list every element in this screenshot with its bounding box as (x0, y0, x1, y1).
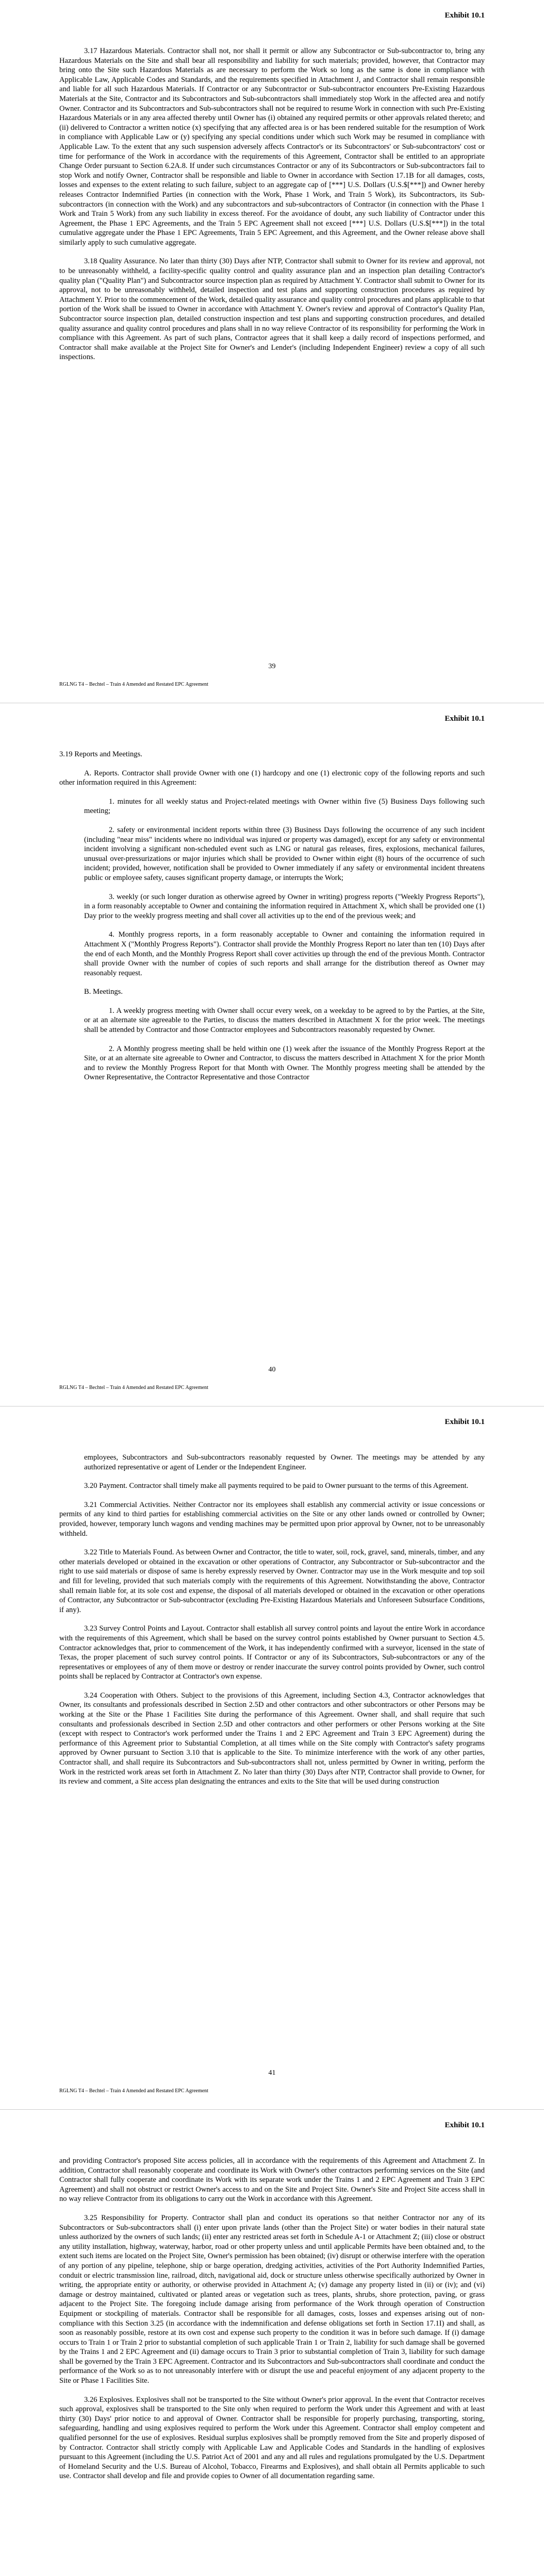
section-3-24-continued: and providing Contractor's proposed Site access policies, all in accordance with the requirements of this Agreement and Attachment Z. In addition, Contractor shall reasonably cooperate and coordinate its Work with Owner's other contractors performing services on the Site (and Contractor shall fully cooperate and coordinate its Work with its separate work under the Trains 1 and 2 EPC Agreement and Train 3 EPC Agreement) and shall not obstruct or restrict Owner's access to and on the Site and Project Site. Owner's Site and Project Site access shall in no way relieve Contractor from its obligations to carry out the Work in accordance with this Agreement. (59, 2157, 485, 2204)
page-40 (0, 703, 544, 1406)
meeting-item-1: 1. A weekly progress meeting with Owner shall occur every week, on a weekday to be agreed to by the Parties, at the Site, or at an alternate site agreeable to the Parties, to discuss the matters described in Attachment X for the prior week. The meetings shall be attended by Contractor and those Contractor employees and Subcontractors reasonably requested by Owner. (84, 1006, 485, 1035)
section-3-25-responsibility-for-property: 3.25 Responsibility for Property. Contractor shall plan and conduct its operations so that neither Contractor nor any of its Subcontractors or Sub-subcontractors shall (i) enter upon private lands (other than the Project Site) or water bodies in their natural state unless authorized by the owners of such lands; (ii) enter any restricted areas set forth in Schedule A-1 or Attachment Z; (iii) close or obstruct any utility installation, highway, waterway, harbor, road or other property unless and until applicable Permits have been obtained and, to the extent such items are located on the Project Site, Owner's permission has been obtained; (iv) disrupt or otherwise interfere with the operation of any portion of any pipeline, telephone, ship or barge operation, dredging activities, activities of the Port Authority Indemnified Parties, conduit or electric transmission line, railroad, ditch, navigational aid, dock or structure unless otherwise specifically authorized by Owner in writing, the appropriate entity or authority, or otherwise provided in Attachment A; (v) damage any property listed in (ii) or (iv); and (vi) damage or destroy maintained, cultivated or planted areas or vegetation such as trees, plants, shrubs, shore protection, paving, or grass adjacent to the Project Site. The foregoing include damage arising from performance of the Work through operation of Construction Equipment or stockpiling of materials. Contractor shall be responsible for all damages, costs, losses and expenses arising out of non-compliance with this Section 3.25 (in accordance with the indemnification and defense obligations set forth in Section 17.1I) and shall, as soon as reasonably possible, restore at its own cost and expense such property to the condition it was in before such damage. If (i) damage occurs to Train 1 or Train 2 prior to substantial completion of such applicable Train 1 or Train 2, liability for such damage shall be governed by the Trains 1 and 2 EPC Agreement and (ii) damage occurs to Train 3 prior to substantial completion of Train 3, liability for such damage shall be governed by the Train 3 EPC Agreement. Contractor and its Subcontractors and Sub-subcontractors shall coordinate and conduct the performance of the Work so as to not unreasonably interfere with or disrupt the use and peaceful enjoyment of any adjacent property to the Site or Phase 1 Facilities Site. (59, 2213, 485, 2385)
page-footer: RGLNG T4 – Bechtel – Train 4 Amended and Restated EPC Agreement (59, 1385, 208, 1391)
page-body (59, 750, 485, 1082)
page-number: 40 (268, 1366, 276, 1374)
exhibit-label: Exhibit 10.1 (444, 2121, 485, 2129)
section-3-20-payment: 3.20 Payment. Contractor shall timely make all payments required to be paid to Owner pursuant to the terms of this Agreement. (84, 1482, 469, 1490)
page-body (59, 46, 485, 362)
page-footer: RGLNG T4 – Bechtel – Train 4 Amended and Restated EPC Agreement (59, 2088, 208, 2094)
report-item-4: 4. Monthly progress reports, in a form reasonably acceptable to Owner and containing the information required in Attachment X ("Monthly Progress Reports"). Contractor shall provide the Monthly Progress Report no later than ten (10) Days after the end of each Month, and the Monthly Progress Report shall cover activities up through the end of the previous Month. Contractor shall provide Owner with the number of copies of such reports and shall arrange for the distribution thereof as Owner may reasonably request. (84, 930, 485, 977)
report-item-1: 1. minutes for all weekly status and Project-related meetings with Owner within five (5) Business Days following such meeting; (84, 797, 485, 816)
section-3-17-hazardous-materials: 3.17 Hazardous Materials. Contractor shall not, nor shall it permit or allow any Subcontractor or Sub-subcontractor to, bring any Hazardous Materials on the Site and shall bear all responsibility and liability for such materials; provided, however, that Contractor may bring onto the Site such Hazardous Materials as are necessary to perform the Work so long as the same is done in compliance with Applicable Law, Applicable Codes and Standards, and the requirements specified in Attachment J, and Contractor shall remain responsible and liable for all such Hazardous Materials. If Contractor or any Subcontractor or Sub-subcontractor encounters Pre-Existing Hazardous Materials at the Site, Contractor and its Subcontractors and Sub-subcontractors shall immediately stop Work in the affected area and notify Owner. Contractor and its Subcontractors and Sub-subcontractors shall not be required to resume Work in connection with such Pre-Existing Hazardous Materials or in any area affected thereby until Owner has (i) obtained any required permits or other approvals related thereto; and (ii) delivered to Contractor a written notice (x) specifying that any affected area is or has been rendered suitable for the resumption of Work in compliance with Applicable Law or (y) specifying any special conditions under which such Work may be resumed in compliance with Applicable Law. To the extent that any such suspension adversely affects Contractor's or its Subcontractors' or Sub-subcontractors' cost or time for performance of the Work in accordance with the requirements of this Agreement, Contractor shall be entitled to an appropriate Change Order pursuant to Section 6.2A.8. If under such circumstances Contractor or any of its Subcontractors or Sub-subcontractors fail to stop Work and notify Owner, Contractor shall be responsible and liable to Owner in accordance with Section 17.1B for all damages, costs, losses and expenses to the extent relating to such failure, subject to an aggregate cap of [***] U.S. Dollars (U.S.$[***]) and Owner hereby releases Contractor Indemnified Parties (in connection with the Work, Phase 1 Work, and Train 5 Work), its Subcontractors, its Sub-subcontractors (in connection with the Work) and any subcontractors and sub-subcontractors of Contractor (in connection with the Phase 1 Work and Train 5 Work) from any such liability in excess thereof. For the avoidance of doubt, any such liability of Contractor under this Agreement, the Phase 1 EPC Agreements, and the Train 5 EPC Agreement shall not exceed [***] U.S. Dollars (U.S.$[***]) in the total cumulative aggregate under the Phase 1 EPC Agreements, Train 5 EPC Agreement, and this Agreement, and the Owner release above shall similarly apply to such cumulative aggregate. (59, 47, 485, 247)
page-39 (0, 0, 544, 703)
section-3-21-commercial-activities: 3.21 Commercial Activities. Neither Contractor nor its employees shall establish any commercial activity or issue concessions or permits of any kind to third parties for establishing commercial activities on the Site or any other lands owned or controlled by Owner; provided, however, temporary lunch wagons and vending machines may be permitted upon prior approval by Owner, not to be unreasonably withheld. (59, 1500, 485, 1538)
reports-intro: A. Reports. Contractor shall provide Owner with one (1) hardcopy and one (1) electronic copy of the following reports and such other information required in this Agreement: (59, 769, 485, 787)
section-3-19-heading: 3.19 Reports and Meetings. (59, 750, 142, 758)
meetings-heading: B. Meetings. (84, 988, 123, 996)
page-body (59, 2156, 485, 2481)
page-number: 39 (268, 663, 276, 670)
page-number: 41 (268, 2069, 276, 2077)
page-41 (0, 1406, 544, 2110)
section-3-23-survey-control: 3.23 Survey Control Points and Layout. Contractor shall establish all survey control points and layout the entire Work in accordance with the requirements of this Agreement, which shall be based on the survey control points established by Owner pursuant to Section 4.5. Contractor acknowledges that, prior to commencement of the Work, it has independently confirmed with a surveyor, licensed in the state of Texas, the proper placement of such survey control points. If Contractor or any of its Subcontractors, Sub-subcontractors or any of the representatives or employees of any of them move or destroy or render inaccurate the survey control points provided by Owner, such control points shall be replaced by Contractor at Contractor's own expense. (59, 1624, 485, 1681)
meeting-item-2-continued: employees, Subcontractors and Sub-subcontractors reasonably requested by Owner. The meetings may be attended by any authorized representative or agent of Lender or the Independent Engineer. (84, 1453, 485, 1471)
exhibit-label: Exhibit 10.1 (444, 1418, 485, 1426)
section-3-26-explosives: 3.26 Explosives. Explosives shall not be transported to the Site without Owner's prior approval. In the event that Contractor receives such approval, explosives shall be transported to the Site only when required to perform the Work under this Agreement and with at least thirty (30) Days' prior notice to and approval of Owner. Contractor shall be responsible for properly purchasing, transporting, storing, safeguarding, handling and using explosives required to perform the Work under this Agreement. Contractor shall employ competent and qualified personnel for the use of explosives. Residual surplus explosives shall be promptly removed from the Site and properly disposed of by Contractor. Contractor shall strictly comply with Applicable Law and Applicable Codes and Standards in the handling of explosives pursuant to this Agreement (including the U.S. Patriot Act of 2001 and any and all rules and regulations promulgated by the U.S. Department of Homeland Security and the U.S. Bureau of Alcohol, Tobacco, Firearms and Explosives), and shall obtain all Permits applicable to such use. Contractor shall develop and file and provide copies to Owner of all documentation regarding same. (59, 2395, 485, 2481)
section-3-22-title-to-materials: 3.22 Title to Materials Found. As between Owner and Contractor, the title to water, soil, rock, gravel, sand, minerals, timber, and any other materials developed or obtained in the excavation or other operations of Contractor, any Subcontractor or Sub-subcontractor and the right to use said materials or dispose of same is hereby expressly reserved by Owner. Contractor may use in the Work mesquite and top soil and fill for leveling, provided that such materials comply with the requirements of this Agreement. Notwithstanding the above, Contractor shall remain liable for, at its sole cost and expense, the disposal of all materials developed or obtained in the excavation or other operations of Contractor, any Subcontractor or Sub-subcontractor (excluding Pre-Existing Hazardous Materials and Unforeseen Subsurface Conditions, if any). (59, 1548, 485, 1614)
page-42 (0, 2110, 544, 2576)
page-footer: RGLNG T4 – Bechtel – Train 4 Amended and Restated EPC Agreement (59, 682, 208, 687)
section-3-24-cooperation: 3.24 Cooperation with Others. Subject to the provisions of this Agreement, including Section 4.3, Contractor acknowledges that Owner, its consultants and professionals described in Section 2.5D and other contractors and other subcontractors or other Persons may be working at the Site or the Phase 1 Facilities Site during the performance of this Agreement. Owner shall, and shall require that such consultants and professionals described in Section 2.5D and other contractors and other performers or other Persons working at the Site (except with respect to Contractor's work performed under the Trains 1 and 2 EPC Agreement and Train 3 EPC Agreement) during the performance of this Agreement prior to Substantial Completion, at all times while on the Site comply with Contractor's safety programs approved by Owner pursuant to Section 3.10 that is applicable to the Site. To minimize interference with the work of any other parties, Contractor shall, and shall require its Subcontractors and Sub-subcontractors shall not, unless permitted by Owner in writing, perform the Work in the restricted work areas set forth in Attachment Z. No later than thirty (30) Days after NTP, Contractor shall provide to Owner, for its review and comment, a Site access plan designating the entrances and exits to the Site that will be used during construction (59, 1691, 485, 1786)
report-item-3: 3. weekly (or such longer duration as otherwise agreed by Owner in writing) progress reports ("Weekly Progress Reports"), in a form reasonably acceptable to Owner and containing the information required in Attachment X, which shall be provided one (1) Day prior to the weekly progress meeting and shall cover all activities up to the end of the previous week; and (84, 892, 485, 920)
exhibit-label: Exhibit 10.1 (444, 11, 485, 20)
section-3-18-quality-assurance: 3.18 Quality Assurance. No later than thirty (30) Days after NTP, Contractor shall submit to Owner for its review and approval, not to be unreasonably withheld, a facility-specific quality control and quality assurance plan and an inspection plan detailing Contractor's quality plan ("Quality Plan") and Subcontractor source inspection plan as required by Attachment Y. Contractor shall submit to Owner for its approval, not to be unreasonably withheld, detailed inspection and test plans and supporting construction procedures as required by Attachment Y. Prior to the commencement of the Work, detailed quality assurance and quality control procedures and plans applicable to that portion of the Work shall be issued to Owner in accordance with Attachment Y. Owner's review and approval of Contractor's Quality Plan, Subcontractor source inspection plan, detailed construction inspection and test plans and supporting construction procedures, and detailed quality assurance and quality control procedures and plans shall in no way relieve Contractor of its responsibility for performing the Work in compliance with this Agreement. As part of such plans, Contractor agrees that it shall keep a daily record of inspections performed, and Contractor shall make available at the Project Site for Owner's and Lender's (including Independent Engineer) review a copy of all such inspections. (59, 257, 485, 362)
page-body (59, 1453, 485, 1787)
exhibit-label: Exhibit 10.1 (444, 715, 485, 723)
report-item-2: 2. safety or environmental incident reports within three (3) Business Days following the occurrence of any such incident (including "near miss" incidents where no individual was injured or property was damaged), except for any safety or environmental incident involving a significant non-scheduled event such as LNG or natural gas releases, fires, explosions, mechanical failures, unusual over-pressurizations or major injuries which shall be provided to Owner within eight (8) hours of the occurrence of such incident; provided, however, notification shall be provided to Owner immediately if any safety or environmental incident threatens public or employee safety, causes significant property damage, or interrupts the Work; (84, 825, 485, 882)
meeting-item-2: 2. A Monthly progress meeting shall be held within one (1) week after the issuance of the Monthly Progress Report at the Site, or at an alternate site agreeable to Owner and Contractor, to discuss the matters described in Attachment X for the prior Month and to review the Monthly Progress Report for that Month with Owner. The Monthly progress meeting shall be attended by the Owner Representative, the Contractor Representative and those Contractor (84, 1044, 485, 1082)
